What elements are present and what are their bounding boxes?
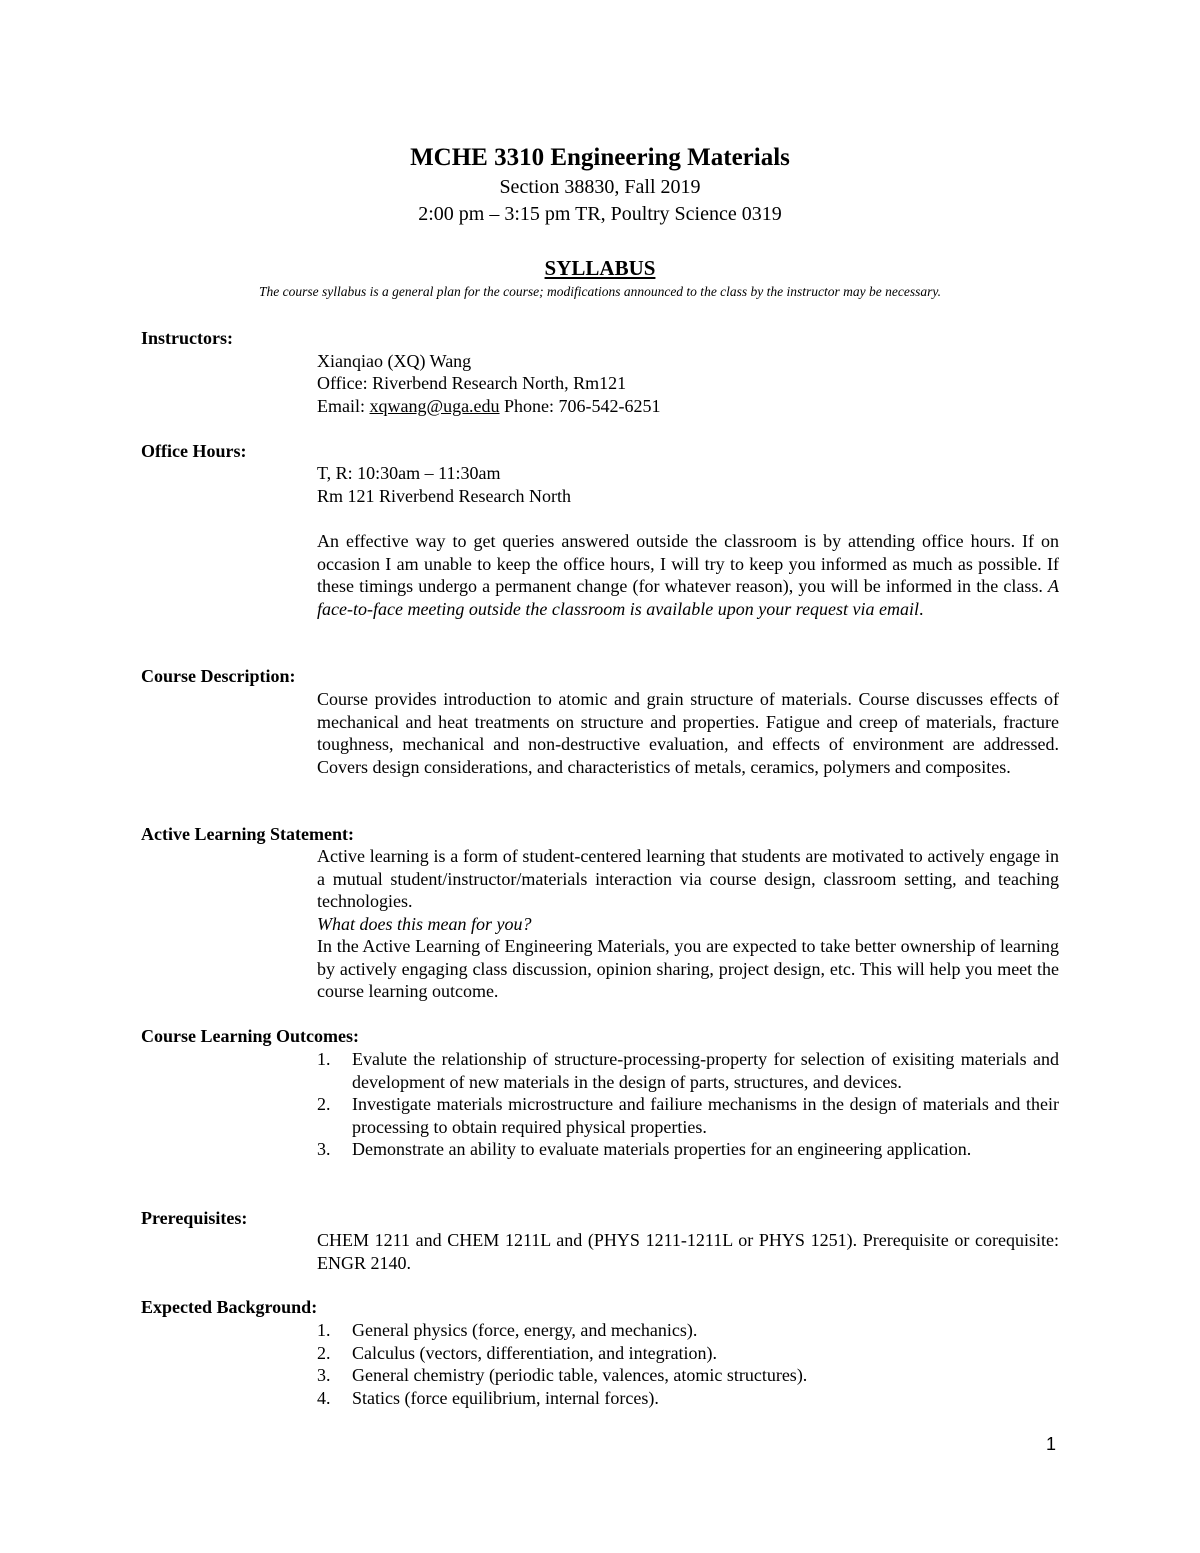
active-learning-paragraph: Active learning is a form of student-centered learning that students are motivated to actively engage in a mutual student/instructor/materials interaction via course design, classroom setting, and teaching technologies. xyxy=(317,846,1059,911)
course-description-text: Course provides introduction to atomic and grain structure of materials. Course discusses effects of mechanical and heat treatments on structure and properties. Fatigue and creep of materials, fracture toughness, mechanical and non-destructive evaluation, and effects of environment are addressed. Covers design considerations, and characteristics of metals, ceramics, polymers and composites. xyxy=(317,689,1059,777)
office-hours-location: Rm 121 Riverbend Research North xyxy=(317,486,571,506)
active-learning-label: Active Learning Statement: xyxy=(141,824,354,844)
list-item: 4. Statics (force equilibrium, internal forces). xyxy=(317,1387,659,1408)
syllabus-heading: SYLLABUS xyxy=(544,256,656,280)
expected-background-list xyxy=(317,1319,1059,1409)
office-hours-label: Office Hours: xyxy=(141,441,247,461)
course-section: Section 38830, Fall 2019 xyxy=(499,176,701,198)
instructor-contact xyxy=(317,395,661,418)
office-hours-note-end: . xyxy=(919,598,924,619)
list-item: 1. Evalute the relationship of structure-processing-property for selection of exisiting materials and development of new materials in the design of parts, structures, and devices. xyxy=(317,1049,1059,1092)
page-number: 1 xyxy=(1046,1434,1057,1454)
instructor-phone: Phone: 706-542-6251 xyxy=(504,396,661,416)
list-item: 3. Demonstrate an ability to evaluate materials properties for an engineering application. xyxy=(317,1139,972,1159)
office-hours-note-italic: A face-to-face meeting outside the classroom is available upon your request via email xyxy=(317,576,1059,619)
list-item: 3. General chemistry (periodic table, valences, atomic structures). xyxy=(317,1365,808,1385)
office-hours-note-text: An effective way to get queries answered outside the classroom is by attending office hours. If on occasion I am unable to keep the office hours, I will try to keep you informed as much as possible. If these timings undergo a permanent change (for whatever reason), you will be informed in the class. xyxy=(317,531,1059,596)
office-hours-note xyxy=(317,530,1059,620)
list-item: 2. Investigate materials microstructure and failiure mechanisms in the design of materials and their processing to obtain required physical properties. xyxy=(317,1094,1059,1137)
course-description-label: Course Description: xyxy=(141,666,296,686)
learning-outcomes-label: Course Learning Outcomes: xyxy=(141,1026,359,1046)
email-prefix: Email: xyxy=(317,396,370,416)
syllabus-disclaimer: The course syllabus is a general plan for the course; modifications announced to the class by the instructor may be necessary. xyxy=(258,284,942,299)
email-link[interactable]: xqwang@uga.edu xyxy=(369,396,500,416)
instructors-label: Instructors: xyxy=(141,328,233,348)
list-item: 2. Calculus (vectors, differentiation, and integration). xyxy=(317,1342,718,1363)
prerequisites-text: CHEM 1211 and CHEM 1211L and (PHYS 1211-1211L or PHYS 1251). Prerequisite or corequisite: ENGR 2140. xyxy=(317,1230,1059,1273)
active-learning-explanation: In the Active Learning of Engineering Materials, you are expected to take better ownership of learning by actively engaging class discussion, opinion sharing, project design, etc. This will help you meet the course learning outcome. xyxy=(317,936,1059,1001)
course-schedule: 2:00 pm – 3:15 pm TR, Poultry Science 0319 xyxy=(418,203,782,225)
expected-background-label: Expected Background: xyxy=(141,1297,318,1317)
list-item: 1. General physics (force, energy, and mechanics). xyxy=(317,1320,698,1340)
learning-outcomes-list xyxy=(317,1048,1059,1161)
course-title: MCHE 3310 Engineering Materials xyxy=(410,144,790,171)
office-hours-times: T, R: 10:30am – 11:30am xyxy=(317,463,501,483)
active-learning-question: What does this mean for you? xyxy=(317,913,532,934)
instructor-name: Xianqiao (XQ) Wang xyxy=(317,351,472,371)
instructor-office: Office: Riverbend Research North, Rm121 xyxy=(317,373,627,393)
active-learning-text xyxy=(317,845,1059,1003)
prerequisites-label: Prerequisites: xyxy=(141,1208,248,1228)
